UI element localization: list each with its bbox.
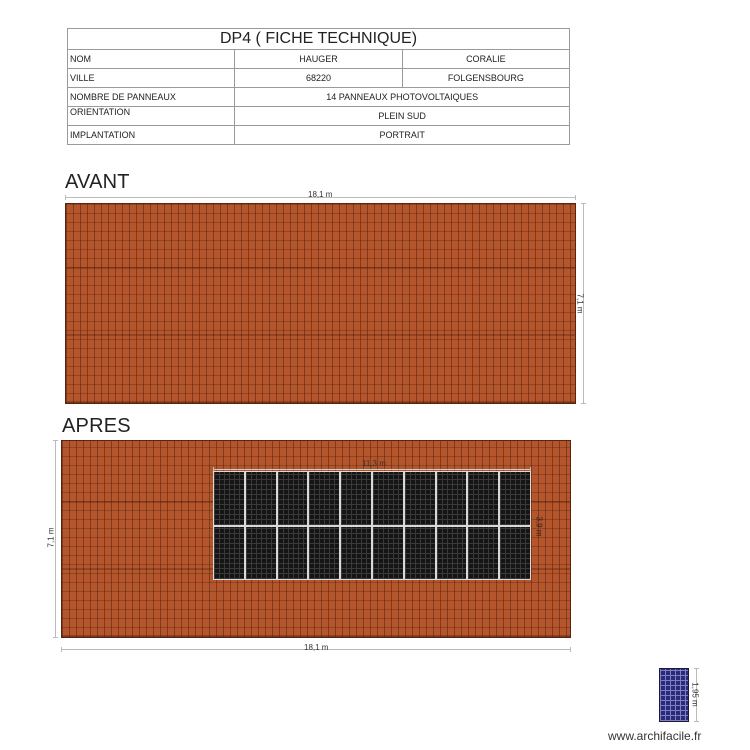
solar-panel — [341, 527, 371, 580]
solar-panel — [437, 472, 467, 525]
apres-width-label: 18,1 m — [304, 643, 329, 652]
solar-panel — [373, 472, 403, 525]
array-width-dimension — [213, 469, 531, 470]
avant-heading: AVANT — [65, 171, 130, 193]
solar-panel — [405, 472, 435, 525]
ville-label: VILLE — [68, 69, 235, 88]
prenom-value: CORALIE — [402, 50, 569, 69]
solar-panel — [246, 527, 276, 580]
solar-panel — [246, 472, 276, 525]
avant-height-label: 7,1 m — [575, 293, 585, 314]
apres-heading: APRES — [62, 415, 131, 437]
solar-panel — [468, 472, 498, 525]
apres-height-label: 7,1 m — [46, 527, 56, 548]
nom-value: HAUGER — [235, 50, 402, 69]
solar-panel — [373, 527, 403, 580]
panneaux-value: 14 PANNEAUX PHOTOVOLTAIQUES — [235, 88, 570, 107]
solar-panel — [405, 527, 435, 580]
solar-panel — [500, 472, 530, 525]
panneaux-label: NOMBRE DE PANNEAUX — [68, 88, 235, 107]
solar-panel — [500, 527, 530, 580]
fiche-technique-table — [67, 28, 570, 145]
solar-panel — [278, 472, 308, 525]
solar-panel-array — [213, 471, 531, 580]
sheet-title: DP4 ( FICHE TECHNIQUE) — [68, 29, 570, 50]
orientation-value: PLEIN SUD — [235, 107, 570, 126]
solar-panel — [309, 527, 339, 580]
roof-avant — [65, 203, 576, 404]
avant-width-label: 18,1 m — [308, 190, 333, 199]
solar-panel — [278, 527, 308, 580]
solar-panel — [437, 527, 467, 580]
implantation-value: PORTRAIT — [235, 126, 570, 145]
solar-panel — [309, 472, 339, 525]
nom-label: NOM — [68, 50, 235, 69]
solar-panel — [214, 472, 244, 525]
ville-value: FOLGENSBOURG — [402, 69, 569, 88]
array-width-label: 11,3 m — [362, 459, 386, 468]
implantation-label: IMPLANTATION — [68, 126, 235, 145]
array-height-label: 3,9 m — [534, 516, 544, 537]
code-postal-value: 68220 — [235, 69, 402, 88]
solar-panel — [341, 472, 371, 525]
panel-sample-height-label: 1,95 m — [690, 682, 700, 707]
watermark: www.archifacile.fr — [608, 729, 702, 743]
orientation-label: ORIENTATION — [68, 107, 235, 126]
panel-sample — [659, 668, 689, 722]
solar-panel — [468, 527, 498, 580]
solar-panel — [214, 527, 244, 580]
